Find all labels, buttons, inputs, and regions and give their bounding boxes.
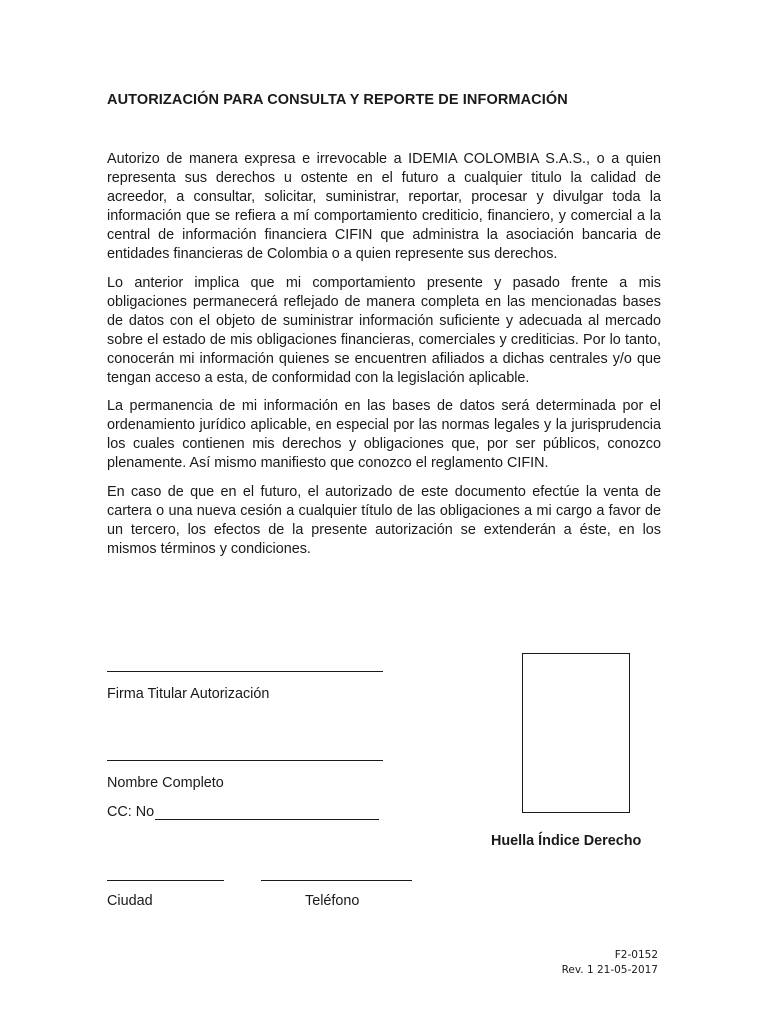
revision-date: Rev. 1 21-05-2017	[561, 963, 658, 976]
fingerprint-label: Huella Índice Derecho	[491, 833, 642, 849]
paragraph-implications: Lo anterior implica que mi comportamiento presente y pasado frente a mis obligaciones permanecerá reflejado de manera completa en las mencionadas bases de datos con el objeto de suministrar información suficiente y adecuada al mercado sobre el estado de mis obligaciones financieras, comerciales y crediticias. Por lo tanto, conocerán mi información quienes se encuentren afiliados a dichas centrales y/o que tengan acceso a esta, de conformidad con la legislación aplicable.	[107, 274, 661, 387]
fingerprint-box[interactable]	[522, 653, 630, 813]
cc-number-row	[107, 804, 379, 820]
full-name-label: Nombre Completo	[107, 775, 224, 791]
cc-label: CC: No	[107, 804, 155, 820]
paragraph-assignment: En caso de que en el futuro, el autorizado de este documento efectúe la venta de cartera o una nueva cesión a cualquier título de las obligaciones a mi cargo a favor de un tercero, los efectos de la presente autorización se extenderán a éste, en los mismos términos y condiciones.	[107, 483, 661, 557]
paragraph-authorization: Autorizo de manera expresa e irrevocable a IDEMIA COLOMBIA S.A.S., o a quien representa sus derechos u ostente en el futuro a cualquier titulo la calidad de acreedor, a consultar, solicitar, suministrar, reportar, procesar y divulgar toda la información que se refiera a mí comportamiento crediticio, financiero, y comercial a la central de información financiera CIFIN que administra la asociación bancaria de entidades financieras de Colombia o a quien represente sus derechos.	[107, 151, 661, 263]
paragraph-permanence: La permanencia de mi información en las bases de datos será determinada por el ordenamiento jurídico aplicable, en especial por las normas legales y la jurisprudencia los cuales contienen mis derechos y obligaciones que, por ser públicos, conozco plenamente. Así mismo manifiesto que conozco el reglamento CIFIN.	[107, 398, 661, 472]
signature-line[interactable]	[107, 671, 383, 672]
cc-number-line[interactable]	[155, 806, 379, 820]
city-line[interactable]	[107, 880, 224, 881]
phone-label: Teléfono	[305, 893, 360, 909]
form-code: F2-0152	[614, 949, 658, 961]
document-body	[107, 150, 661, 568]
document-title: AUTORIZACIÓN PARA CONSULTA Y REPORTE DE INFORMACIÓN	[107, 92, 568, 108]
document-footer	[562, 948, 658, 977]
signature-label: Firma Titular Autorización	[107, 686, 270, 702]
phone-line[interactable]	[261, 880, 412, 881]
city-label: Ciudad	[107, 893, 153, 909]
full-name-line[interactable]	[107, 760, 383, 761]
